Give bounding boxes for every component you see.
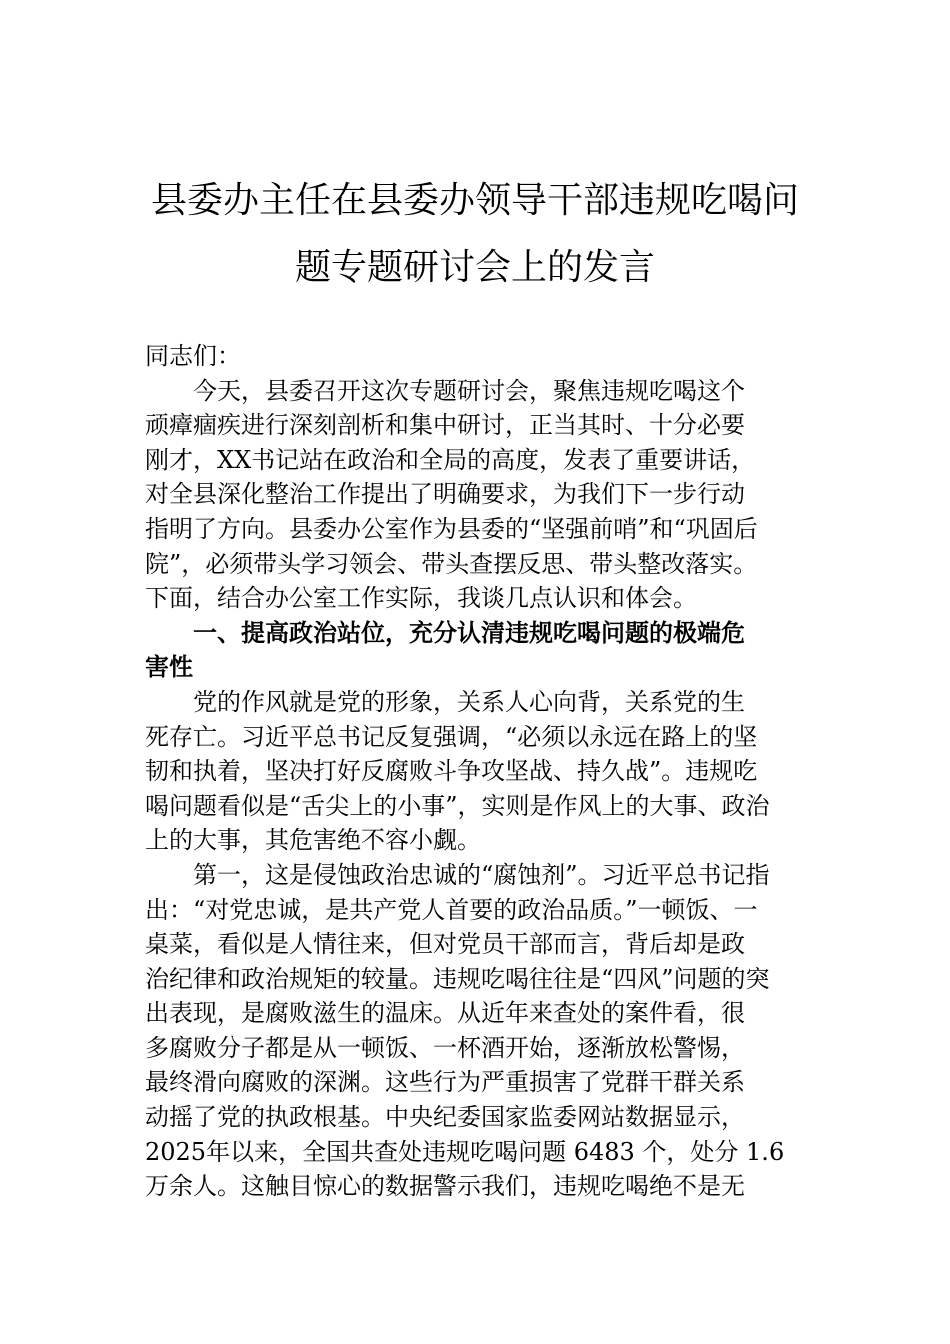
paragraph-line: 刚才，XX书记站在政治和全局的高度，发表了重要讲话，	[145, 445, 756, 474]
paragraph-line: 治纪律和政治规矩的较量。违规吃喝往往是“四风”问题的突	[145, 964, 770, 993]
paragraph-line: 多腐败分子都是从一顿饭、一杯酒开始，逐渐放松警惕，	[145, 1033, 745, 1062]
paragraph-line: 第一，这是侵蚀政治忠诚的“腐蚀剂”。习近平总书记指	[193, 860, 770, 889]
paragraph-line: 死存亡。习近平总书记反复强调，“必须以永远在路上的坚	[145, 722, 758, 751]
paragraph-line: 党的作风就是党的形象，关系人心向背，关系党的生	[193, 687, 745, 716]
document-title-line-2: 题专题研讨会上的发言	[294, 247, 655, 288]
document-body	[145, 339, 805, 1204]
paragraph-line: 下面，结合办公室工作实际，我谈几点认识和体会。	[145, 584, 697, 613]
paragraph-line: 动摇了党的执政根基。中央纪委国家监委网站数据显示，	[145, 1103, 745, 1132]
paragraph-line: 2025年以来，全国共查处违规吃喝问题 6483 个，处分 1.6	[145, 1137, 785, 1166]
paragraph-line: 指明了方向。县委办公室作为县委的“坚强前哨”和“巩固后	[145, 514, 758, 543]
paragraph-line: 对全县深化整治工作提出了明确要求，为我们下一步行动	[145, 480, 745, 509]
paragraph-line: 同志们：	[145, 342, 241, 370]
paragraph-line: 出表现，是腐败滋生的温床。从近年来查处的案件看，很	[145, 999, 745, 1028]
paragraph-line: 出：“对党忠诚，是共产党人首要的政治品质。”一顿饭、一	[145, 895, 758, 924]
paragraph-line: 顽瘴痼疾进行深刻剖析和集中研讨，正当其时、十分必要	[145, 411, 745, 440]
paragraph-line: 今天，县委召开这次专题研讨会，聚焦违规吃喝这个	[193, 376, 745, 405]
section-heading-line: 害性	[145, 653, 193, 682]
paragraph-line: 院”，必须带头学习领会、带头查摆反思、带头整改落实。	[145, 549, 758, 578]
paragraph-line: 韧和执着，坚决打好反腐败斗争攻坚战、持久战”。违规吃	[145, 757, 758, 786]
paragraph-line: 桌菜，看似是人情往来，但对党员干部而言，背后却是政	[145, 930, 745, 959]
paragraph-line: 最终滑向腐败的深渊。这些行为严重损害了党群干群关系	[145, 1068, 745, 1097]
paragraph-line: 上的大事，其危害绝不容小觑。	[145, 826, 481, 855]
paragraph-line: 万余人。这触目惊心的数据警示我们，违规吃喝绝不是无	[145, 1172, 745, 1201]
section-heading-line: 一、提高政治站位，充分认清违规吃喝问题的极端危	[193, 618, 745, 647]
document-title-line-1: 县委办主任在县委办领导干部违规吃喝问	[150, 180, 799, 221]
paragraph-line: 喝问题看似是“舌尖上的小事”，实则是作风上的大事、政治	[145, 791, 770, 820]
